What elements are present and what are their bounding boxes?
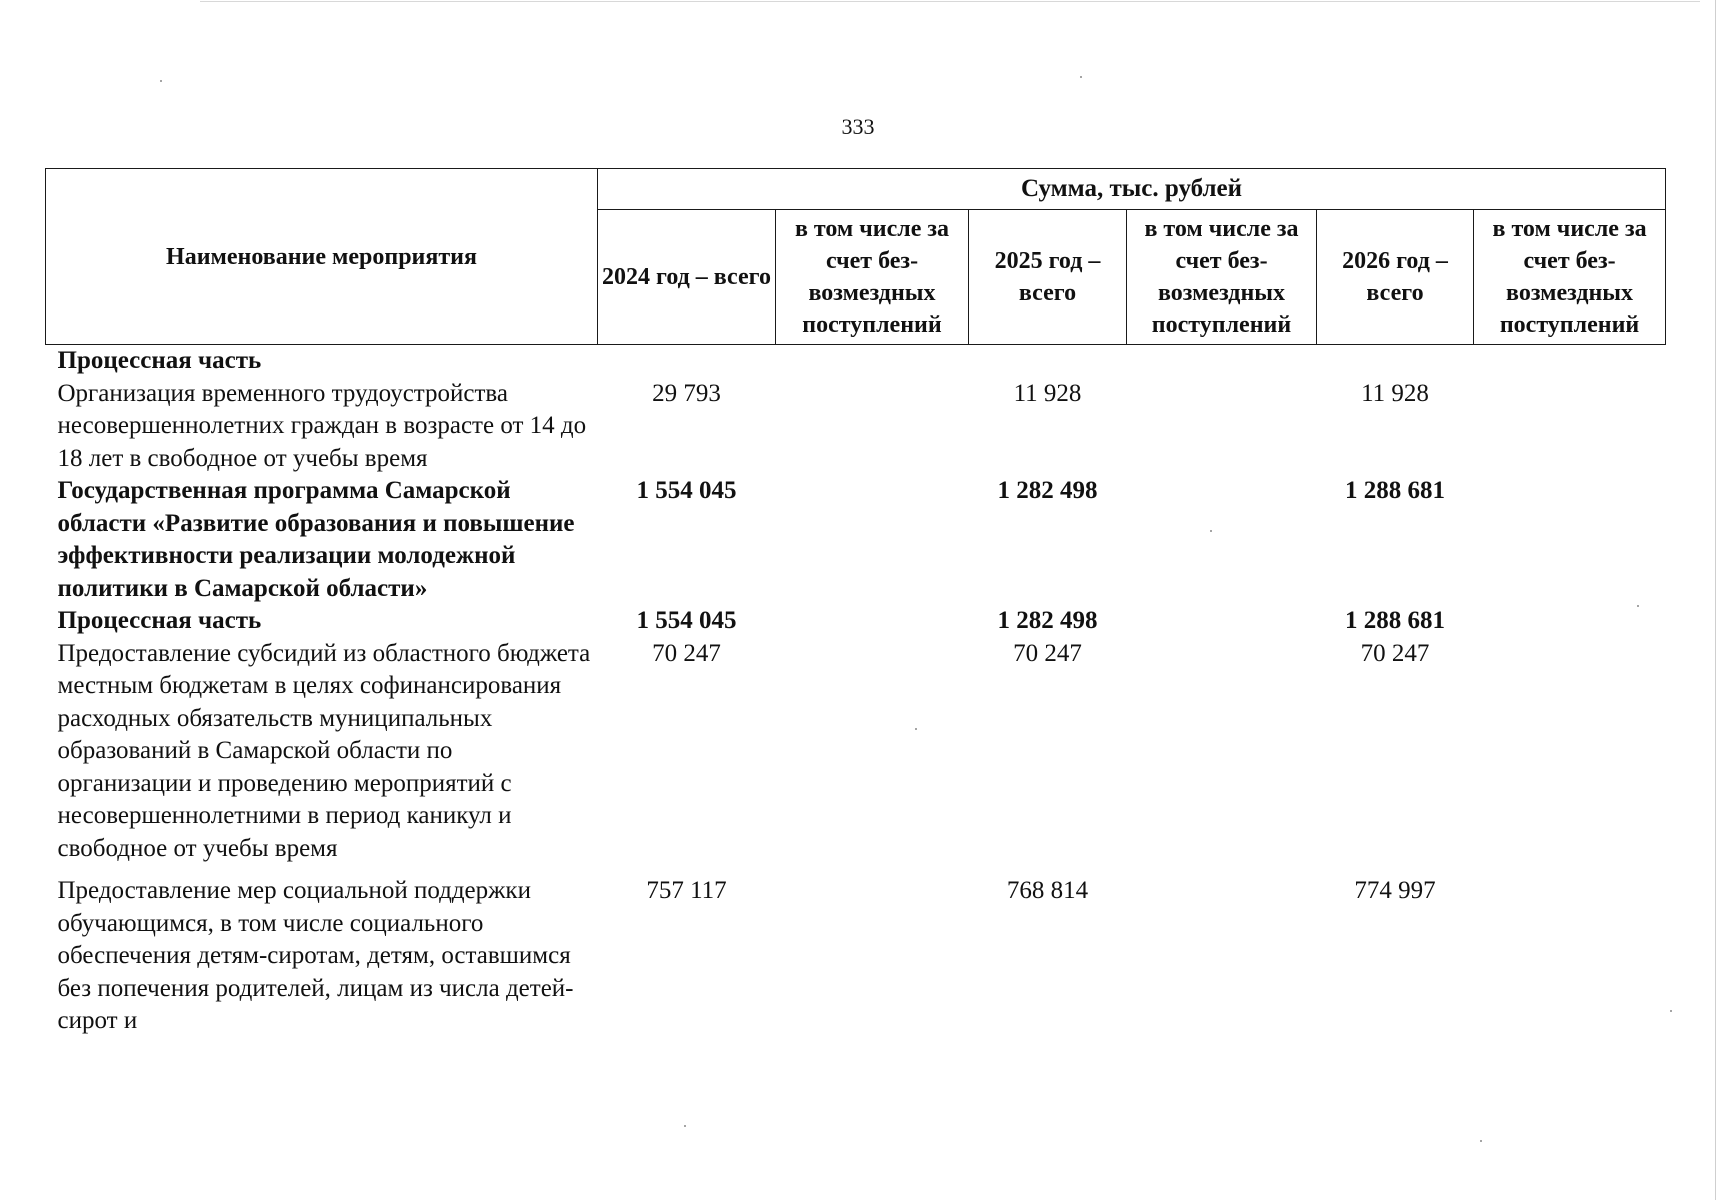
row-name: Предоставление субсидий из областного бюджета местным бюджетам в целях софинансирования расходных обязательств муниципальных образований в Самарской области по организации и проведению мероприятий с несовершеннолетними в период каникул и свободное от учебы время bbox=[57, 639, 591, 862]
header-2024-nonrepayable: в том числе за счет без-возмездных поступлений bbox=[776, 210, 969, 345]
row-name: Процессная часть bbox=[57, 347, 262, 374]
cell-2024-nonrepayable bbox=[776, 605, 969, 638]
table-row bbox=[46, 638, 1666, 866]
cell-2024-total: 29 793 bbox=[652, 379, 721, 407]
cell-2026-total bbox=[1317, 345, 1474, 378]
cell-2025-nonrepayable bbox=[1127, 638, 1317, 866]
header-2026-nonrepayable: в том числе за счет без-возмездных поступлений bbox=[1474, 210, 1666, 345]
cell-2024-nonrepayable bbox=[776, 638, 969, 866]
table-row bbox=[46, 345, 1666, 378]
table-header bbox=[46, 169, 1666, 345]
header-2025-total: 2025 год – всего bbox=[969, 210, 1127, 345]
cell-2024-total: 1 554 045 bbox=[636, 477, 737, 504]
cell-2026-nonrepayable bbox=[1474, 638, 1666, 866]
scan-speck bbox=[684, 1125, 686, 1127]
cell-2024-nonrepayable bbox=[776, 475, 969, 605]
cell-2025-total: 70 247 bbox=[1013, 639, 1082, 667]
scan-speck bbox=[1637, 605, 1639, 607]
scan-speck bbox=[1080, 76, 1082, 78]
cell-2024-total bbox=[598, 345, 776, 378]
cell-2026-nonrepayable bbox=[1474, 865, 1666, 1038]
cell-2025-nonrepayable bbox=[1127, 345, 1317, 378]
header-name-column: Наименование мероприятия bbox=[46, 169, 598, 345]
cell-2024-nonrepayable bbox=[776, 865, 969, 1038]
cell-2026-nonrepayable bbox=[1474, 378, 1666, 476]
cell-2024-nonrepayable bbox=[776, 378, 969, 476]
cell-2024-nonrepayable bbox=[776, 345, 969, 378]
scan-speck bbox=[1210, 530, 1212, 532]
cell-2025-total: 11 928 bbox=[1013, 379, 1082, 407]
table-row bbox=[46, 605, 1666, 638]
row-name: Организация временного трудоустройства несовершеннолетних граждан в возрасте от 14 до 18 лет в свободное от учебы время bbox=[57, 379, 587, 472]
cell-2024-total: 1 554 045 bbox=[636, 607, 737, 634]
cell-2025-total bbox=[969, 345, 1127, 378]
row-name: Государственная программа Самарской области «Развитие образования и повышение эффективности реализации молодежной политики в Самарской области» bbox=[57, 477, 575, 602]
row-name: Предоставление мер социальной поддержки обучающимся, в том числе социального обеспечения детям-сиротам, детям, оставшимся без попечения родителей, лицам из числа детей-сирот и bbox=[57, 877, 574, 1034]
cell-2026-total: 1 288 681 bbox=[1345, 477, 1445, 504]
header-2026-total: 2026 год – всего bbox=[1317, 210, 1474, 345]
budget-table bbox=[45, 168, 1666, 1038]
cell-2024-total: 757 117 bbox=[646, 877, 727, 904]
header-2025-nonrepayable: в том числе за счет без-возмездных поступлений bbox=[1127, 210, 1317, 345]
scan-speck bbox=[1670, 1010, 1672, 1012]
scan-top-edge bbox=[200, 1, 1700, 2]
cell-2026-nonrepayable bbox=[1474, 605, 1666, 638]
cell-2026-total: 70 247 bbox=[1360, 639, 1430, 667]
cell-2026-total: 774 997 bbox=[1354, 877, 1436, 904]
row-name: Процессная часть bbox=[57, 607, 262, 634]
table-row bbox=[46, 865, 1666, 1038]
page-number: 333 bbox=[841, 114, 875, 139]
table-row bbox=[46, 475, 1666, 605]
table-row bbox=[46, 378, 1666, 476]
cell-2025-total: 1 282 498 bbox=[997, 607, 1098, 634]
cell-2024-total: 70 247 bbox=[652, 639, 721, 667]
cell-2025-nonrepayable bbox=[1127, 475, 1317, 605]
header-sum-group: Сумма, тыс. рублей bbox=[598, 169, 1666, 210]
cell-2026-total: 1 288 681 bbox=[1345, 607, 1445, 634]
table-body bbox=[46, 345, 1666, 1038]
scan-speck bbox=[1480, 1140, 1482, 1142]
scan-speck bbox=[915, 728, 917, 730]
cell-2025-nonrepayable bbox=[1127, 378, 1317, 476]
cell-2025-total: 1 282 498 bbox=[997, 477, 1098, 504]
scan-speck bbox=[160, 80, 162, 82]
cell-2025-nonrepayable bbox=[1127, 865, 1317, 1038]
cell-2026-nonrepayable bbox=[1474, 475, 1666, 605]
cell-2025-total: 768 814 bbox=[1006, 877, 1089, 904]
cell-2025-nonrepayable bbox=[1127, 605, 1317, 638]
cell-2026-nonrepayable bbox=[1474, 345, 1666, 378]
cell-2026-total: 11 928 bbox=[1361, 379, 1429, 407]
header-2024-total: 2024 год – всего bbox=[598, 210, 776, 345]
